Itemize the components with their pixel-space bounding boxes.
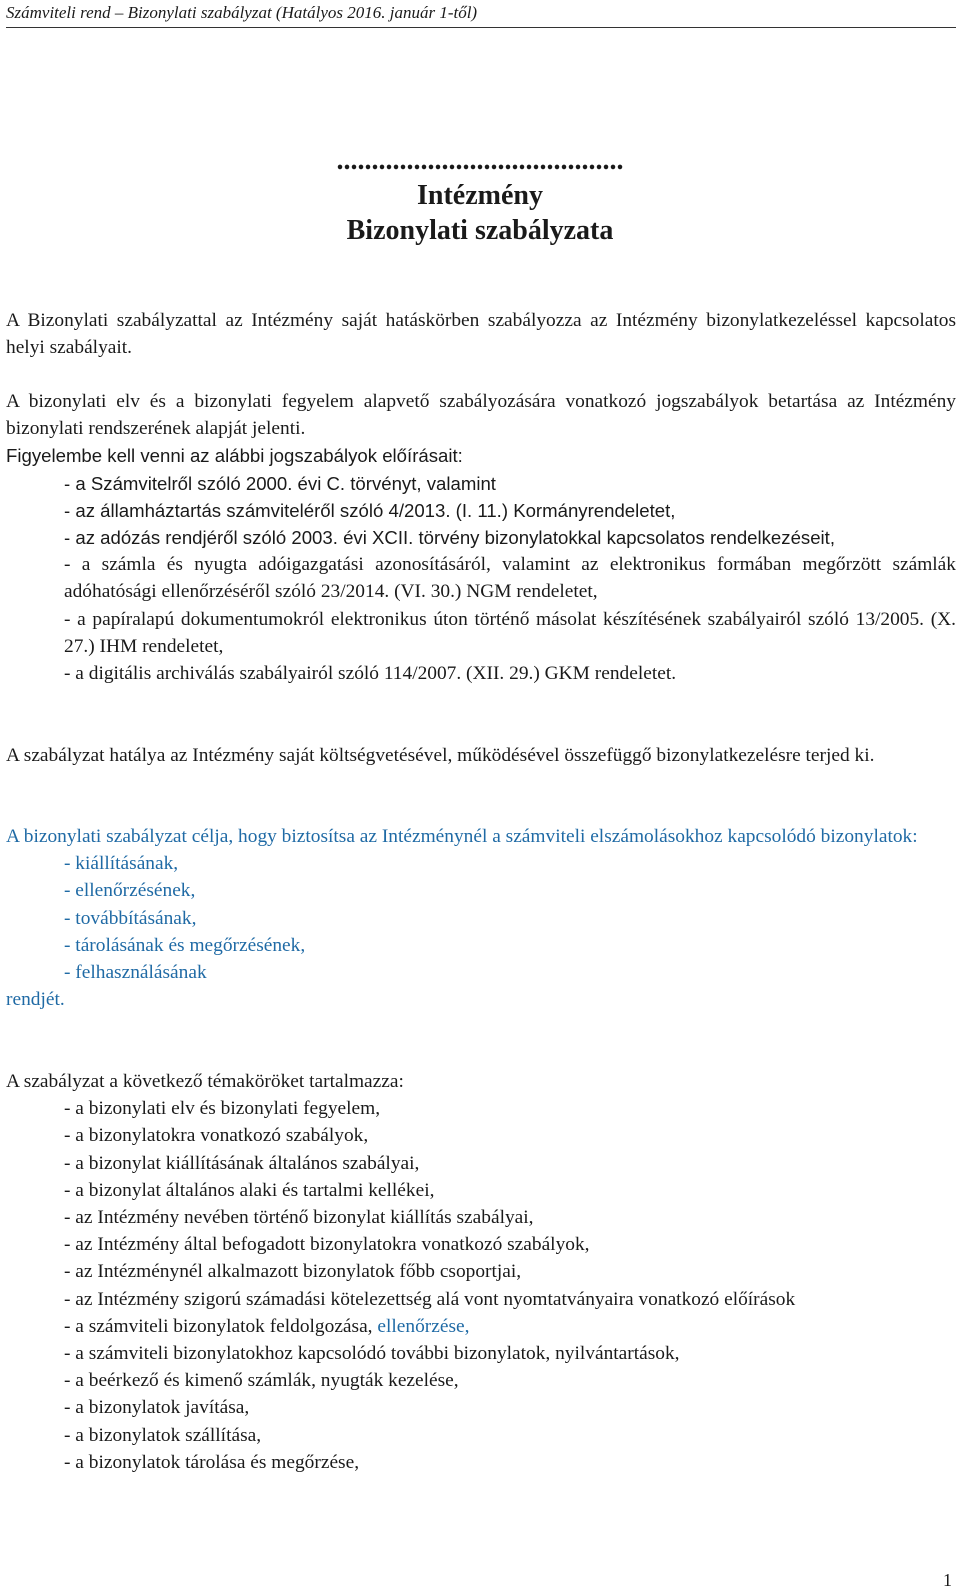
purpose-list xyxy=(6,850,956,986)
topic-item-processing xyxy=(64,1313,956,1340)
legal-basis-section xyxy=(6,388,956,687)
title-line-1: Intézmény xyxy=(417,180,543,211)
topic-item: - az Intézménynél alkalmazott bizonylatok főbb csoportjai, xyxy=(64,1261,522,1283)
topic-item: - a bizonylati elv és bizonylati fegyelem, xyxy=(64,1098,381,1120)
law-item: - az adózás rendjéről szóló 2003. évi XCII. törvény bizonylatokkal kapcsolatos rendelkezéseit, xyxy=(64,527,836,549)
topic-item: - a beérkező és kimenő számlák, nyugták kezelése, xyxy=(64,1370,459,1392)
topic-item: - az Intézmény nevében történő bizonylat kiállítás szabályai, xyxy=(64,1207,534,1229)
intro-paragraph-1 xyxy=(6,307,956,361)
law-item: - az államháztartás számviteléről szóló 4/2013. (I. 11.) Kormányrendeletet, xyxy=(64,499,676,521)
purpose-item: - felhasználásának xyxy=(64,962,207,984)
intro-text-1: A Bizonylati szabályzattal az Intézmény saját hatáskörben szabályozza az Intézmény bizonylatkezeléssel kapcsolatos helyi szabályait. xyxy=(6,310,956,359)
intro-text-2: A bizonylati elv és a bizonylati fegyelem alapvető szabályozására vonatkozó jogszabályok betartása az Intézmény bizonylati rendszerének alapját jelenti. xyxy=(6,391,956,440)
law-item: - a papíralapú dokumentumokról elektronikus úton történő másolat készítésének szabályairól szóló 13/2005. (X. 27.) IHM rendeletet, xyxy=(64,608,956,657)
purpose-closing: rendjét. xyxy=(6,989,65,1011)
topic-item: - a bizonylat általános alaki és tartalmi kellékei, xyxy=(64,1179,435,1201)
topic-item: - a bizonylat kiállításának általános szabályai, xyxy=(64,1152,420,1174)
law-item: - a Számvitelről szóló 2000. évi C. törvényt, valamint xyxy=(64,472,496,494)
topics-section xyxy=(6,1068,956,1476)
topic-item: - a bizonylatok javítása, xyxy=(64,1397,250,1419)
topic-item: - az Intézmény által befogadott bizonylatokra vonatkozó szabályok, xyxy=(64,1234,590,1256)
topic-item: - az Intézmény szigorú számadási kötelezettség alá vont nyomtatványaira vonatkozó előírások xyxy=(64,1288,796,1310)
topic-processing-text: - a számviteli bizonylatok feldolgozása, xyxy=(64,1315,373,1337)
scope-paragraph xyxy=(6,742,956,769)
purpose-section xyxy=(6,823,956,1013)
page-number: 1 xyxy=(943,1570,952,1590)
topic-item: - a bizonylatok tárolása és megőrzése, xyxy=(64,1451,360,1473)
purpose-item: - kiállításának, xyxy=(64,853,179,875)
topics-intro: A szabályzat a következő témaköröket tartalmazza: xyxy=(6,1071,404,1092)
laws-list-continued xyxy=(6,524,956,687)
topics-list xyxy=(6,1095,956,1476)
laws-list xyxy=(6,470,956,524)
law-item: - a digitális archiválás szabályairól szóló 114/2007. (XII. 29.) GKM rendeletet. xyxy=(64,663,677,685)
purpose-item: - tárolásának és megőrzésének, xyxy=(64,934,306,956)
topic-item: - a bizonylatok szállítása, xyxy=(64,1424,262,1446)
document-title xyxy=(0,143,960,248)
topic-processing-highlight: ellenőrzése, xyxy=(377,1315,470,1337)
purpose-item: - továbbításának, xyxy=(64,907,197,929)
intro-text-3: Figyelembe kell venni az alábbi jogszabályok előírásait: xyxy=(6,445,463,467)
purpose-item: - ellenőrzésének, xyxy=(64,880,196,902)
running-header: Számviteli rend – Bizonylati szabályzat (Hatályos 2016. január 1-től) xyxy=(6,0,956,28)
scope-text: A szabályzat hatálya az Intézmény saját költségvetésével, működésével összefüggő bizonylatkezelésre terjed ki. xyxy=(6,745,875,766)
title-institution-placeholder: ......................................... xyxy=(336,145,624,176)
title-line-2: Bizonylati szabályzata xyxy=(346,215,614,246)
purpose-intro: A bizonylati szabályzat célja, hogy biztosítsa az Intézménynél a számviteli elszámolásokhoz kapcsolódó bizonylatok: xyxy=(6,826,918,847)
topic-item: - a bizonylatokra vonatkozó szabályok, xyxy=(64,1125,369,1147)
law-item: - a számla és nyugta adóigazgatási azonosításáról, valamint az elektronikus formában megőrzött számlák adóhatósági ellenőrzéséről szóló 23/2014. (VI. 30.) NGM rendeletet, xyxy=(64,554,956,603)
topic-item: - a számviteli bizonylatokhoz kapcsolódó további bizonylatok, nyilvántartások, xyxy=(64,1343,680,1365)
